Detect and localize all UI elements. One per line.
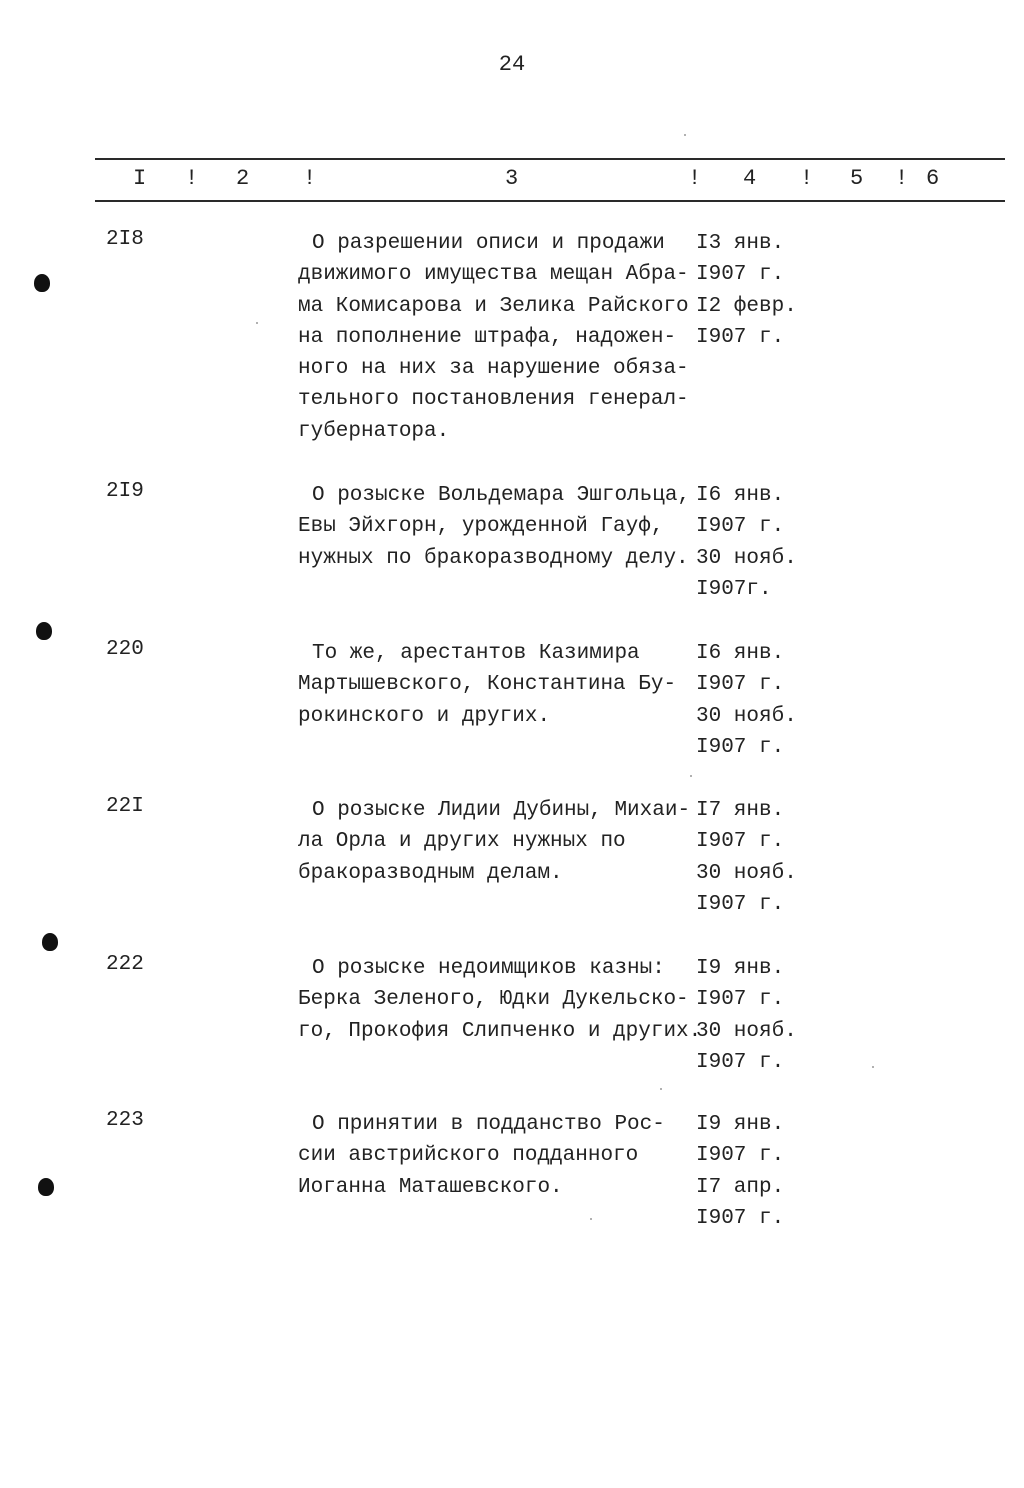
column-header-6: 6 xyxy=(926,166,940,191)
entry-description: О розыске недоимщиков казны: Берка Зеленого, Юдки Дукельско- го, Прокофия Слипченко и других. xyxy=(298,957,702,1043)
punch-hole-mark xyxy=(38,1178,54,1196)
entry-number: 223 xyxy=(106,1109,144,1132)
entry-dates: I9 янв. I907 г. 30 нояб. I907 г. xyxy=(696,957,797,1074)
column-separator: ! xyxy=(185,166,199,191)
column-separator: ! xyxy=(688,166,702,191)
entry-description: О розыске Лидии Дубины, Михаи- ла Орла и других нужных по бракоразводным делам. xyxy=(298,799,691,885)
column-separator: ! xyxy=(895,166,909,191)
entry-dates: I9 янв. I907 г. I7 апр. I907 г. xyxy=(696,1113,785,1230)
entry-dates: I6 янв. I907 г. 30 нояб. I907г. xyxy=(696,484,797,601)
column-separator: ! xyxy=(303,166,317,191)
entry-number: 222 xyxy=(106,953,144,976)
entry-dates: I7 янв. I907 г. 30 нояб. I907 г. xyxy=(696,799,797,916)
scan-speck xyxy=(872,1066,874,1068)
scan-speck xyxy=(256,322,258,324)
table-top-rule xyxy=(95,158,1005,160)
entry-number: 2I9 xyxy=(106,480,144,503)
entry-description: О разрешении описи и продажи движимого имущества мещан Абра- ма Комисарова и Зелика Райского на пополнение штрафа, надожен- ного на них за нарушение обяза- тельного постановления генерал- губернатора. xyxy=(298,232,689,443)
scan-speck xyxy=(590,1218,592,1220)
punch-hole-mark xyxy=(36,622,52,640)
entry-number: 2I8 xyxy=(106,228,144,251)
column-header-3: 3 xyxy=(505,166,519,191)
column-header-2: 2 xyxy=(236,166,250,191)
entry-dates: I3 янв. I907 г. I2 февр. I907 г. xyxy=(696,232,797,349)
scan-speck xyxy=(690,775,692,777)
column-header-5: 5 xyxy=(850,166,864,191)
punch-hole-mark xyxy=(42,933,58,951)
scan-speck xyxy=(660,1088,662,1090)
entry-description: То же, арестантов Казимира Мартышевского, Константина Бу- рокинского и других. xyxy=(298,642,677,728)
column-separator: ! xyxy=(800,166,814,191)
page-number: 24 xyxy=(498,52,526,77)
entry-dates: I6 янв. I907 г. 30 нояб. I907 г. xyxy=(696,642,797,759)
column-header-1: I xyxy=(133,166,147,191)
entry-number: 22I xyxy=(106,795,144,818)
entry-number: 220 xyxy=(106,638,144,661)
table-header-rule xyxy=(95,200,1005,202)
entry-description: О принятии в подданство Рос- сии австрийского подданного Иоганна Маташевского. xyxy=(298,1113,665,1199)
scan-speck xyxy=(684,134,686,136)
column-header-row xyxy=(0,166,1024,194)
punch-hole-mark xyxy=(34,274,50,292)
column-header-4: 4 xyxy=(743,166,757,191)
entry-description: О розыске Вольдемара Эшгольца, Евы Эйхгорн, урожденной Гауф, нужных по бракоразводному делу. xyxy=(298,484,691,570)
